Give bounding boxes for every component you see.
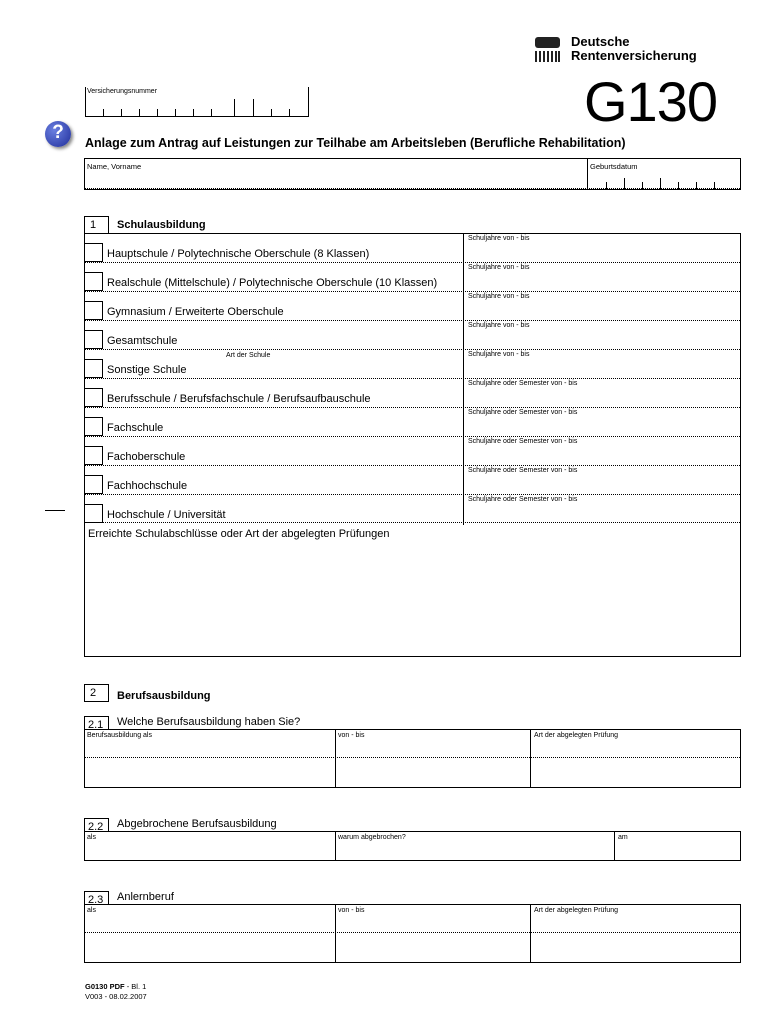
school-years-label: Schuljahre von - bis (468, 235, 530, 242)
school-type-option-label: Sonstige Schule (107, 364, 187, 376)
section2-number: 2 (90, 687, 97, 699)
sub22-col2-label: warum abgebrochen? (338, 834, 406, 841)
sub22-number: 2.2 (88, 821, 104, 833)
school-type-option-label: Hauptschule / Polytechnische Oberschule (8 Klassen) (107, 248, 370, 260)
school-years-label: Schuljahre oder Semester von - bis (468, 438, 578, 445)
school-row (84, 436, 741, 465)
footer-version: V003 - 08.02.2007 (85, 992, 147, 1001)
row-separator (84, 522, 740, 523)
sub22-input-reason[interactable] (336, 843, 613, 860)
sub22-input-as[interactable] (85, 843, 334, 860)
name-input[interactable] (85, 170, 586, 189)
row-separator (84, 494, 740, 495)
insurance-number-field[interactable] (85, 87, 309, 117)
section1-number: 1 (90, 219, 97, 231)
name-label: Name, Vorname (87, 162, 142, 171)
school-type-option-label: Gymnasium / Erweiterte Oberschule (107, 306, 284, 318)
degrees-label: Erreichte Schulabschlüsse oder Art der abgelegten Prüfungen (88, 528, 390, 540)
sub23-title: Anlernberuf (117, 891, 174, 903)
sub23-col3-label: Art der abgelegten Prüfung (534, 907, 619, 914)
school-row (84, 320, 741, 349)
sub21-title: Welche Berufsausbildung haben Sie? (117, 716, 301, 728)
school-checkbox[interactable] (84, 301, 103, 320)
school-checkbox[interactable] (84, 417, 103, 436)
birthdate-input[interactable] (588, 170, 740, 189)
drv-logo-icon (534, 36, 562, 64)
degrees-input[interactable] (86, 544, 738, 654)
row-separator (84, 262, 740, 263)
school-type-option-label: Fachhochschule (107, 480, 188, 492)
school-checkbox[interactable] (84, 330, 103, 349)
school-years-input[interactable] (464, 388, 740, 406)
logo-text-line1: Deutsche (571, 34, 630, 49)
sub21-col3-label: Art der abgelegten Prüfung (534, 732, 619, 739)
sub23-input-exam[interactable] (531, 916, 740, 962)
drv-logo (534, 35, 714, 65)
school-years-input[interactable] (464, 504, 740, 522)
school-years-input[interactable] (464, 243, 740, 261)
row-separator (84, 407, 740, 408)
sub22-input-date[interactable] (615, 843, 740, 860)
school-type-label: Art der Schule (226, 352, 271, 359)
row-separator (84, 320, 740, 321)
row-separator (84, 436, 740, 437)
school-checkbox[interactable] (84, 272, 103, 291)
school-checkbox[interactable] (84, 388, 103, 407)
sub23-col1-label: als (87, 907, 96, 914)
school-type-option-label: Fachschule (107, 422, 164, 434)
sub22-title: Abgebrochene Berufsausbildung (117, 818, 277, 830)
school-checkbox[interactable] (84, 504, 103, 523)
school-years-label: Schuljahre von - bis (468, 264, 530, 271)
school-checkbox[interactable] (84, 446, 103, 465)
footer-form-code (85, 982, 146, 991)
help-icon[interactable] (45, 121, 71, 147)
row-separator (84, 291, 740, 292)
sub21-input-exam[interactable] (531, 741, 740, 787)
school-years-label: Schuljahre oder Semester von - bis (468, 380, 578, 387)
school-years-label: Schuljahre von - bis (468, 293, 530, 300)
school-years-input[interactable] (464, 301, 740, 319)
sub21-input-profession[interactable] (85, 741, 334, 787)
sub23-input-as[interactable] (85, 916, 334, 962)
row-separator (84, 465, 740, 466)
school-row (84, 233, 741, 262)
sub21-input-dates[interactable] (336, 741, 529, 787)
footer-code-rest: - Bl. 1 (124, 982, 147, 991)
school-years-label: Schuljahre oder Semester von - bis (468, 409, 578, 416)
footer-code-bold: G0130 PDF (85, 982, 125, 991)
sub23-input-dates[interactable] (336, 916, 529, 962)
section1-title: Schulausbildung (117, 219, 206, 231)
school-row (84, 378, 741, 407)
sub21-col1-label: Berufsausbildung als (87, 732, 152, 739)
form-title: Anlage zum Antrag auf Leistungen zur Teilhabe am Arbeitsleben (Berufliche Rehabilitation) (85, 136, 626, 150)
row-separator (84, 349, 740, 350)
school-years-input[interactable] (464, 417, 740, 435)
school-checkbox[interactable] (84, 243, 103, 262)
school-row (84, 262, 741, 291)
school-row (84, 494, 741, 523)
school-row (84, 465, 741, 494)
birthdate-label: Geburtsdatum (590, 162, 638, 171)
form-code: G130 (584, 70, 717, 133)
sub22-col3-label: am (618, 834, 628, 841)
school-type-option-label: Fachoberschule (107, 451, 186, 463)
help-icon-symbol: ? (52, 122, 64, 143)
logo-text-line2: Rentenversicherung (571, 48, 697, 63)
section1-number-box (84, 216, 109, 234)
insurance-number-label: Versicherungsnummer (87, 88, 158, 95)
school-years-input[interactable] (464, 446, 740, 464)
school-years-input[interactable] (464, 272, 740, 290)
school-checkbox[interactable] (84, 359, 103, 378)
school-row (84, 291, 741, 320)
school-type-option-label: Realschule (Mittelschule) / Polytechnische Oberschule (10 Klassen) (107, 277, 438, 289)
section2-number-box (84, 684, 109, 702)
school-type-option-label: Hochschule / Universität (107, 509, 226, 521)
school-years-label: Schuljahre oder Semester von - bis (468, 496, 578, 503)
sub22-col1-label: als (87, 834, 96, 841)
school-years-input[interactable] (464, 330, 740, 348)
school-checkbox[interactable] (84, 475, 103, 494)
school-years-label: Schuljahre von - bis (468, 351, 530, 358)
school-row (84, 349, 741, 378)
sub21-number: 2.1 (88, 719, 104, 731)
school-years-input[interactable] (464, 475, 740, 493)
sub23-col2-label: von - bis (338, 907, 365, 914)
sub23-number: 2.3 (88, 894, 104, 906)
school-years-input[interactable] (464, 359, 740, 377)
school-type-option-label: Berufsschule / Berufsfachschule / Berufsaufbauschule (107, 393, 371, 405)
school-row (84, 407, 741, 436)
sub21-col2-label: von - bis (338, 732, 365, 739)
section2-title: Berufsausbildung (117, 690, 211, 702)
school-years-label: Schuljahre oder Semester von - bis (468, 467, 578, 474)
school-years-label: Schuljahre von - bis (468, 322, 530, 329)
row-separator (84, 378, 740, 379)
school-type-option-label: Gesamtschule (107, 335, 178, 347)
